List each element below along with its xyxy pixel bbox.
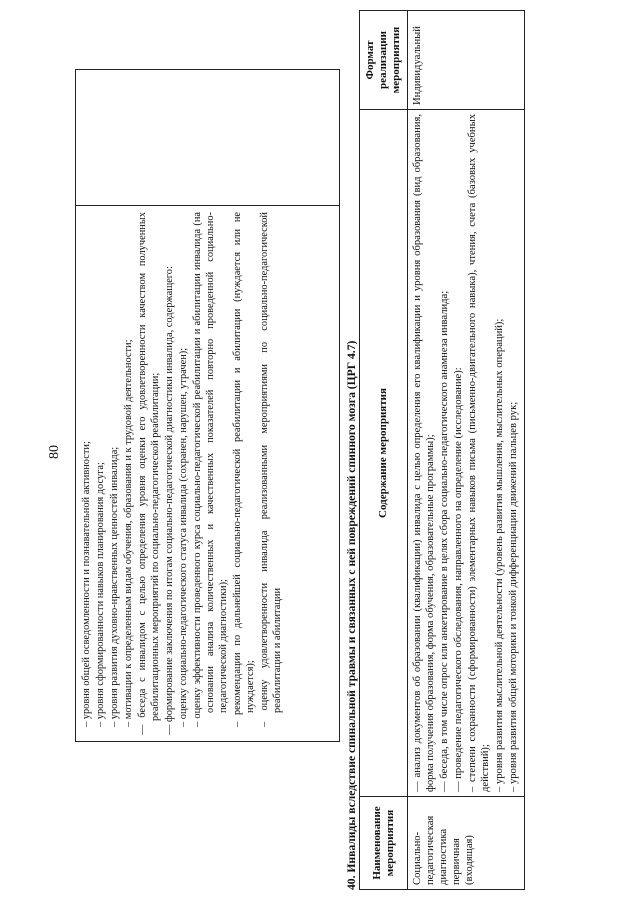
list-item: — формирование заключения по итогам социально-педагогической диагностики инвалида, содержащего: [164, 266, 175, 735]
list-item: — беседа с инвалидом с целью определения уровня оценки его удовлетворенности качеством полученных реабилитационных мероприятий по социально-педагогической реабилитации; [137, 212, 161, 735]
measure-content [408, 110, 525, 797]
table-row [76, 70, 340, 742]
list-item: – уровня сформированности навыков планирования досуга; [95, 462, 106, 727]
content-item: — проведение педагогического обследования, направленного на определение (исследование): [453, 367, 464, 792]
format-cell [76, 70, 340, 206]
content-item: — анализ документов об образовании (квалификации) инвалида с целью определения его квалификации и уровня образования (вид образования, форма получения образования, форма обучения, образовательные программы); [412, 114, 436, 792]
header-name: Наименование мероприятия [360, 797, 408, 890]
content-item: – уровня развития мыслительной деятельности (уровень развития мышления, мыслительных операций); [494, 318, 505, 792]
header-row [360, 11, 408, 890]
header-content: Содержание мероприятия [360, 110, 408, 797]
section-heading: 40. Инвалиды вследствие спинальной травмы и связанных с ней повреждений спинного мозга (ЦРГ 4.7) [345, 340, 358, 890]
page-number: 80 [47, 445, 62, 459]
list-item: – уровня общей осведомленности и познавательной активности; [81, 441, 92, 727]
content-item: — беседа, в том числе опрос или анкетирование в целях сбора социально-педагогического анамнеза инвалида; [439, 290, 450, 792]
content-cell [76, 206, 340, 742]
content-item: – степени сохранности (сформированности) элементарных навыков письма (письменно-двигательного навыка), чтения, счета (базовых учебных действий); [467, 114, 491, 792]
continuation-table [75, 69, 340, 742]
list-item: – мотивации к определенным видам обучения, образования и к трудовой деятельности; [123, 339, 134, 727]
list-item: – уровня развития духовно-нравственных ценностей инвалида; [109, 446, 120, 727]
measure-format: Индивидуальный [408, 11, 525, 110]
measures-table [359, 10, 525, 890]
item-list [76, 206, 287, 741]
header-format: Формат реализации мероприятия [360, 11, 408, 110]
list-item: – оценку эффективности проведенного курса социально-педагогической реабилитации и абилитации инвалида (на основании анализа количественных и качественных показателей повторно проведенной социально-педагогической диагностики); [192, 212, 229, 727]
list-item: – оценку удовлетворенности инвалида реализованными мероприятиями по социально-педагогической реабилитации и абилитации [259, 212, 283, 727]
list-item: – рекомендации по дальнейшей социально-педагогической реабилитации и абилитации (нуждается или не нуждается); [232, 212, 256, 727]
measure-name: Социально-педагогическая диагностика первичная (входящая) [408, 797, 525, 890]
content-item: – уровня развития общей моторики и тонкой дифференциации движений пальцев рук; [508, 401, 519, 792]
list-item: – оценку социально-педагогического статуса инвалида (сохранен, нарушен, утрачен); [178, 347, 189, 727]
table-row [408, 11, 525, 890]
document-page [5, 2, 635, 902]
